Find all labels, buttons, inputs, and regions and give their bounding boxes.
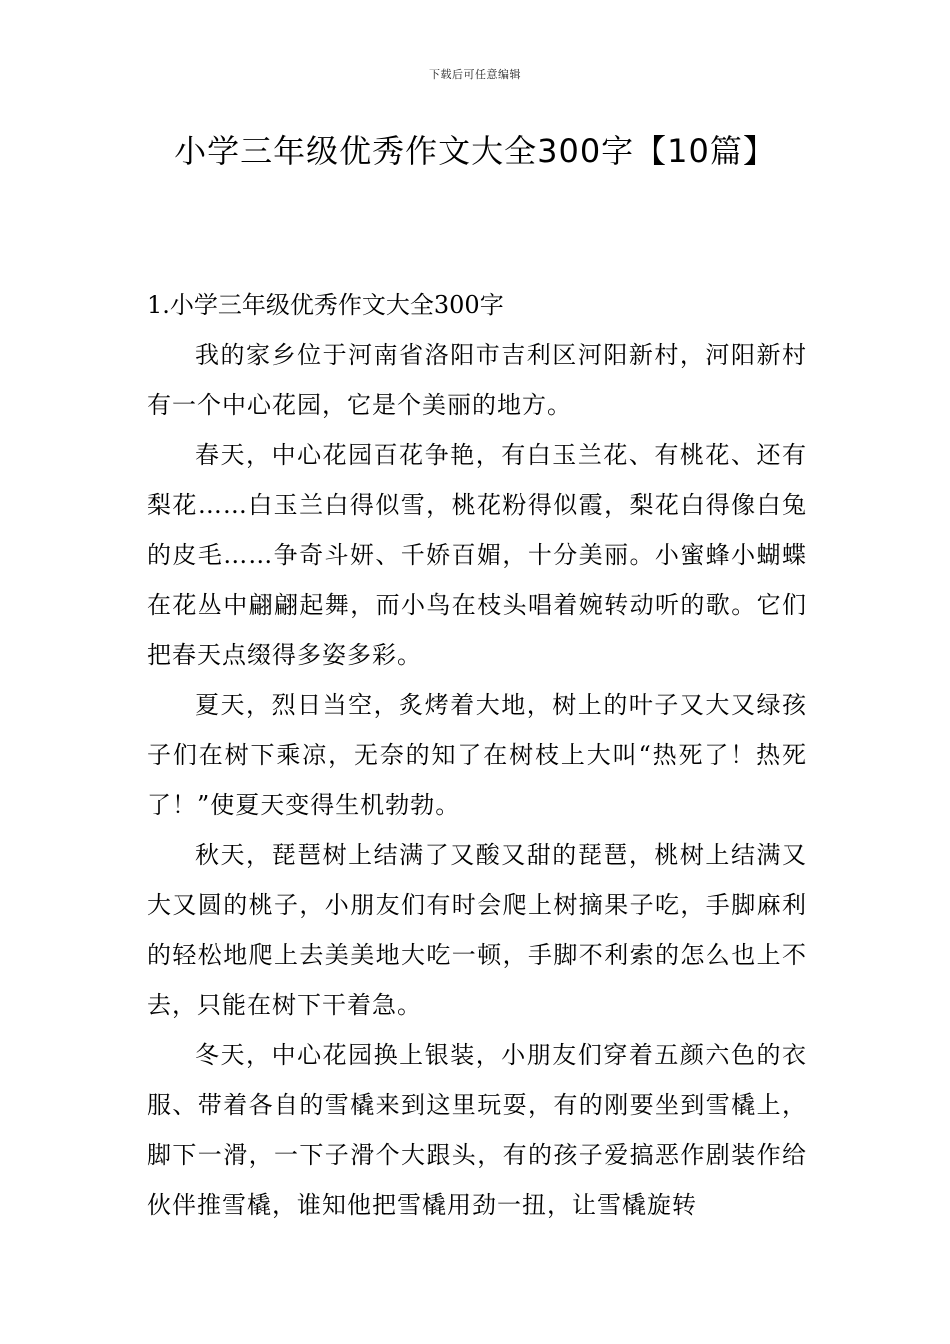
document-title: 小学三年级优秀作文大全300字【10篇】	[174, 132, 776, 170]
paragraph-intro: 我的家乡位于河南省洛阳市吉利区河阳新村，河阳新村有一个中心花园，它是个美丽的地方。	[147, 341, 807, 419]
paragraph-spring: 春天，中心花园百花争艳，有白玉兰花、有桃花、还有梨花……白玉兰白得似雪，桃花粉得似霞，梨花白得像白兔的皮毛……争奇斗妍、千娇百媚，十分美丽。小蜜蜂小蝴蝶在花丛中翩翩起舞，而小鸟在枝头唱着婉转动听的歌。它们把春天点缀得多姿多彩。	[147, 441, 807, 669]
paragraph-autumn: 秋天，琵琶树上结满了又酸又甜的琵琶，桃树上结满又大又圆的桃子，小朋友们有时会爬上树摘果子吃，手脚麻利的轻松地爬上去美美地大吃一顿，手脚不利索的怎么也上不去，只能在树下干着急。	[147, 841, 807, 1019]
header-note: 下载后可任意编辑	[429, 68, 521, 81]
paragraph-winter: 冬天，中心花园换上银装，小朋友们穿着五颜六色的衣服、带着各自的雪橇来到这里玩耍，有的刚要坐到雪橇上，脚下一滑，一下子滑个大跟头，有的孩子爱搞恶作剧装作给伙伴推雪橇，谁知他把雪橇用劲一扭，让雪橇旋转	[147, 1041, 807, 1219]
document-body	[147, 280, 807, 1230]
section-heading: 1.小学三年级优秀作文大全300字	[147, 291, 504, 319]
paragraph-summer: 夏天，烈日当空，炙烤着大地，树上的叶子又大又绿孩子们在树下乘凉，无奈的知了在树枝上大叫“热死了！热死了！”使夏天变得生机勃勃。	[147, 691, 807, 819]
